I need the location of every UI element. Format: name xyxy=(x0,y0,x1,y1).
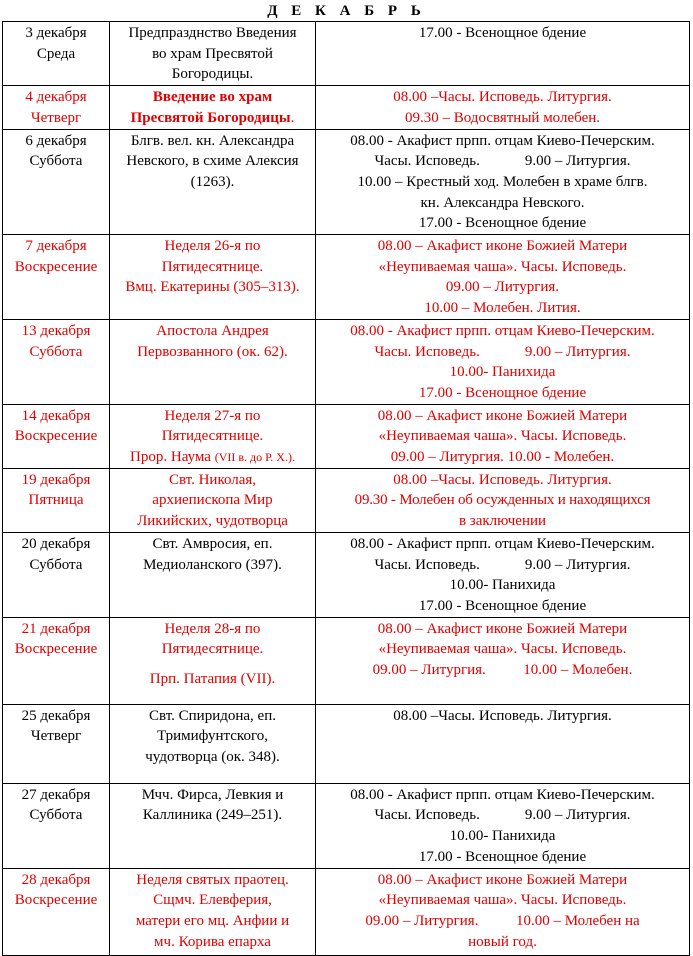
services-cell: 08.00 - Акафист прпп. отцам Киево-Печерским. Часы. Исповедь. 9.00 – Литургия. 10.00- Панихида 17.00 - Всенощное бдение xyxy=(316,319,690,404)
table-row xyxy=(3,783,690,868)
feast-cell: Блгв. вел. кн. Александра Невского, в схиме Алексия (1263). xyxy=(110,129,316,235)
feast-cell: Неделя 27-я по Пятидесятнице. Прор. Наума (VII в. до Р. Х.). xyxy=(110,404,316,468)
services-cell: 08.00 –Часы. Исповедь. Литургия. 09.30 - Молебен об осужденных и находящихся в заключении xyxy=(316,468,690,532)
date-cell: 3 декабря Среда xyxy=(3,22,110,86)
services-cell: 08.00 –Часы. Исповедь. Литургия. 09.30 – Водосвятный молебен. xyxy=(316,86,690,129)
date-cell: 13 декабря Суббота xyxy=(3,319,110,404)
table-row xyxy=(3,129,690,235)
table-row xyxy=(3,617,690,704)
date-cell: 14 декабря Воскресение xyxy=(3,404,110,468)
services-cell: 08.00 – Акафист иконе Божией Матери «Неупиваемая чаша». Часы. Исповедь. 09.00 – Литургия. 10.00 – Молебен. xyxy=(316,617,690,704)
table-row xyxy=(3,319,690,404)
feast-cell: Свт. Амвросия, еп. Медиоланского (397). xyxy=(110,532,316,617)
feast-cell: Апостола Андрея Первозванного (ок. 62). xyxy=(110,319,316,404)
table-row xyxy=(3,868,690,955)
date-cell: 27 декабря Суббота xyxy=(3,783,110,868)
services-cell: 08.00 –Часы. Исповедь. Литургия. xyxy=(316,704,690,783)
date-cell: 25 декабря Четверг xyxy=(3,704,110,783)
table-row xyxy=(3,235,690,320)
services-cell: 08.00 – Акафист иконе Божией Матери «Неупиваемая чаша». Часы. Исповедь. 09.00 – Литургия. 10.00 - Молебен. xyxy=(316,404,690,468)
feast-cell: Неделя святых праотец. Сщмч. Елевферия, матери его мц. Анфии и мч. Корива епарха xyxy=(110,868,316,955)
feast-cell: Введение во храм Пресвятой Богородицы. xyxy=(110,86,316,129)
services-cell: 08.00 - Акафист прпп. отцам Киево-Печерским. Часы. Исповедь. 9.00 – Литургия. 10.00- Панихида 17.00 - Всенощное бдение xyxy=(316,532,690,617)
feast-cell: Мчч. Фирса, Левкия и Каллиника (249–251). xyxy=(110,783,316,868)
date-cell: 21 декабря Воскресение xyxy=(3,617,110,704)
feast-cell: Предпразднство Введения во храм Пресвятой Богородицы. xyxy=(110,22,316,86)
table-row xyxy=(3,532,690,617)
date-cell: 4 декабря Четверг xyxy=(3,86,110,129)
feast-cell: Неделя 26-я по Пятидесятнице. Вмц. Екатерины (305–313). xyxy=(110,235,316,320)
date-cell: 28 декабря Воскресение xyxy=(3,868,110,955)
services-cell: 08.00 – Акафист иконе Божией Матери «Неупиваемая чаша». Часы. Исповедь. 09.00 – Литургия. 10.00 – Молебен. Лития. xyxy=(316,235,690,320)
services-cell: 17.00 - Всенощное бдение xyxy=(316,22,690,86)
services-cell: 08.00 – Акафист иконе Божией Матери «Неупиваемая чаша». Часы. Исповедь. 09.00 – Литургия. 10.00 – Молебен на новый год. xyxy=(316,868,690,955)
date-cell: 19 декабря Пятница xyxy=(3,468,110,532)
table-row xyxy=(3,468,690,532)
table-row xyxy=(3,404,690,468)
schedule-table xyxy=(2,21,690,956)
date-cell: 6 декабря Суббота xyxy=(3,129,110,235)
services-cell: 08.00 - Акафист прпп. отцам Киево-Печерским. Часы. Исповедь. 9.00 – Литургия. 10.00- Панихида 17.00 - Всенощное бдение xyxy=(316,783,690,868)
table-row xyxy=(3,704,690,783)
feast-cell: Свт. Спиридона, еп. Тримифунтского, чудотворца (ок. 348). xyxy=(110,704,316,783)
table-row xyxy=(3,86,690,129)
table-row xyxy=(3,22,690,86)
page-title: Д Е К А Б Р Ь xyxy=(267,3,426,19)
services-cell: 08.00 - Акафист прпп. отцам Киево-Печерским. Часы. Исповедь. 9.00 – Литургия. 10.00 – Крестный ход. Молебен в храме блгв. кн. Александра Невского. 17.00 - Всенощное бдение xyxy=(316,129,690,235)
date-cell: 20 декабря Суббота xyxy=(3,532,110,617)
feast-cell: Неделя 28-я по Пятидесятнице. Прп. Патапия (VII). xyxy=(110,617,316,704)
feast-cell: Свт. Николая, архиепископа Мир Ликийских, чудотворца xyxy=(110,468,316,532)
date-cell: 7 декабря Воскресение xyxy=(3,235,110,320)
